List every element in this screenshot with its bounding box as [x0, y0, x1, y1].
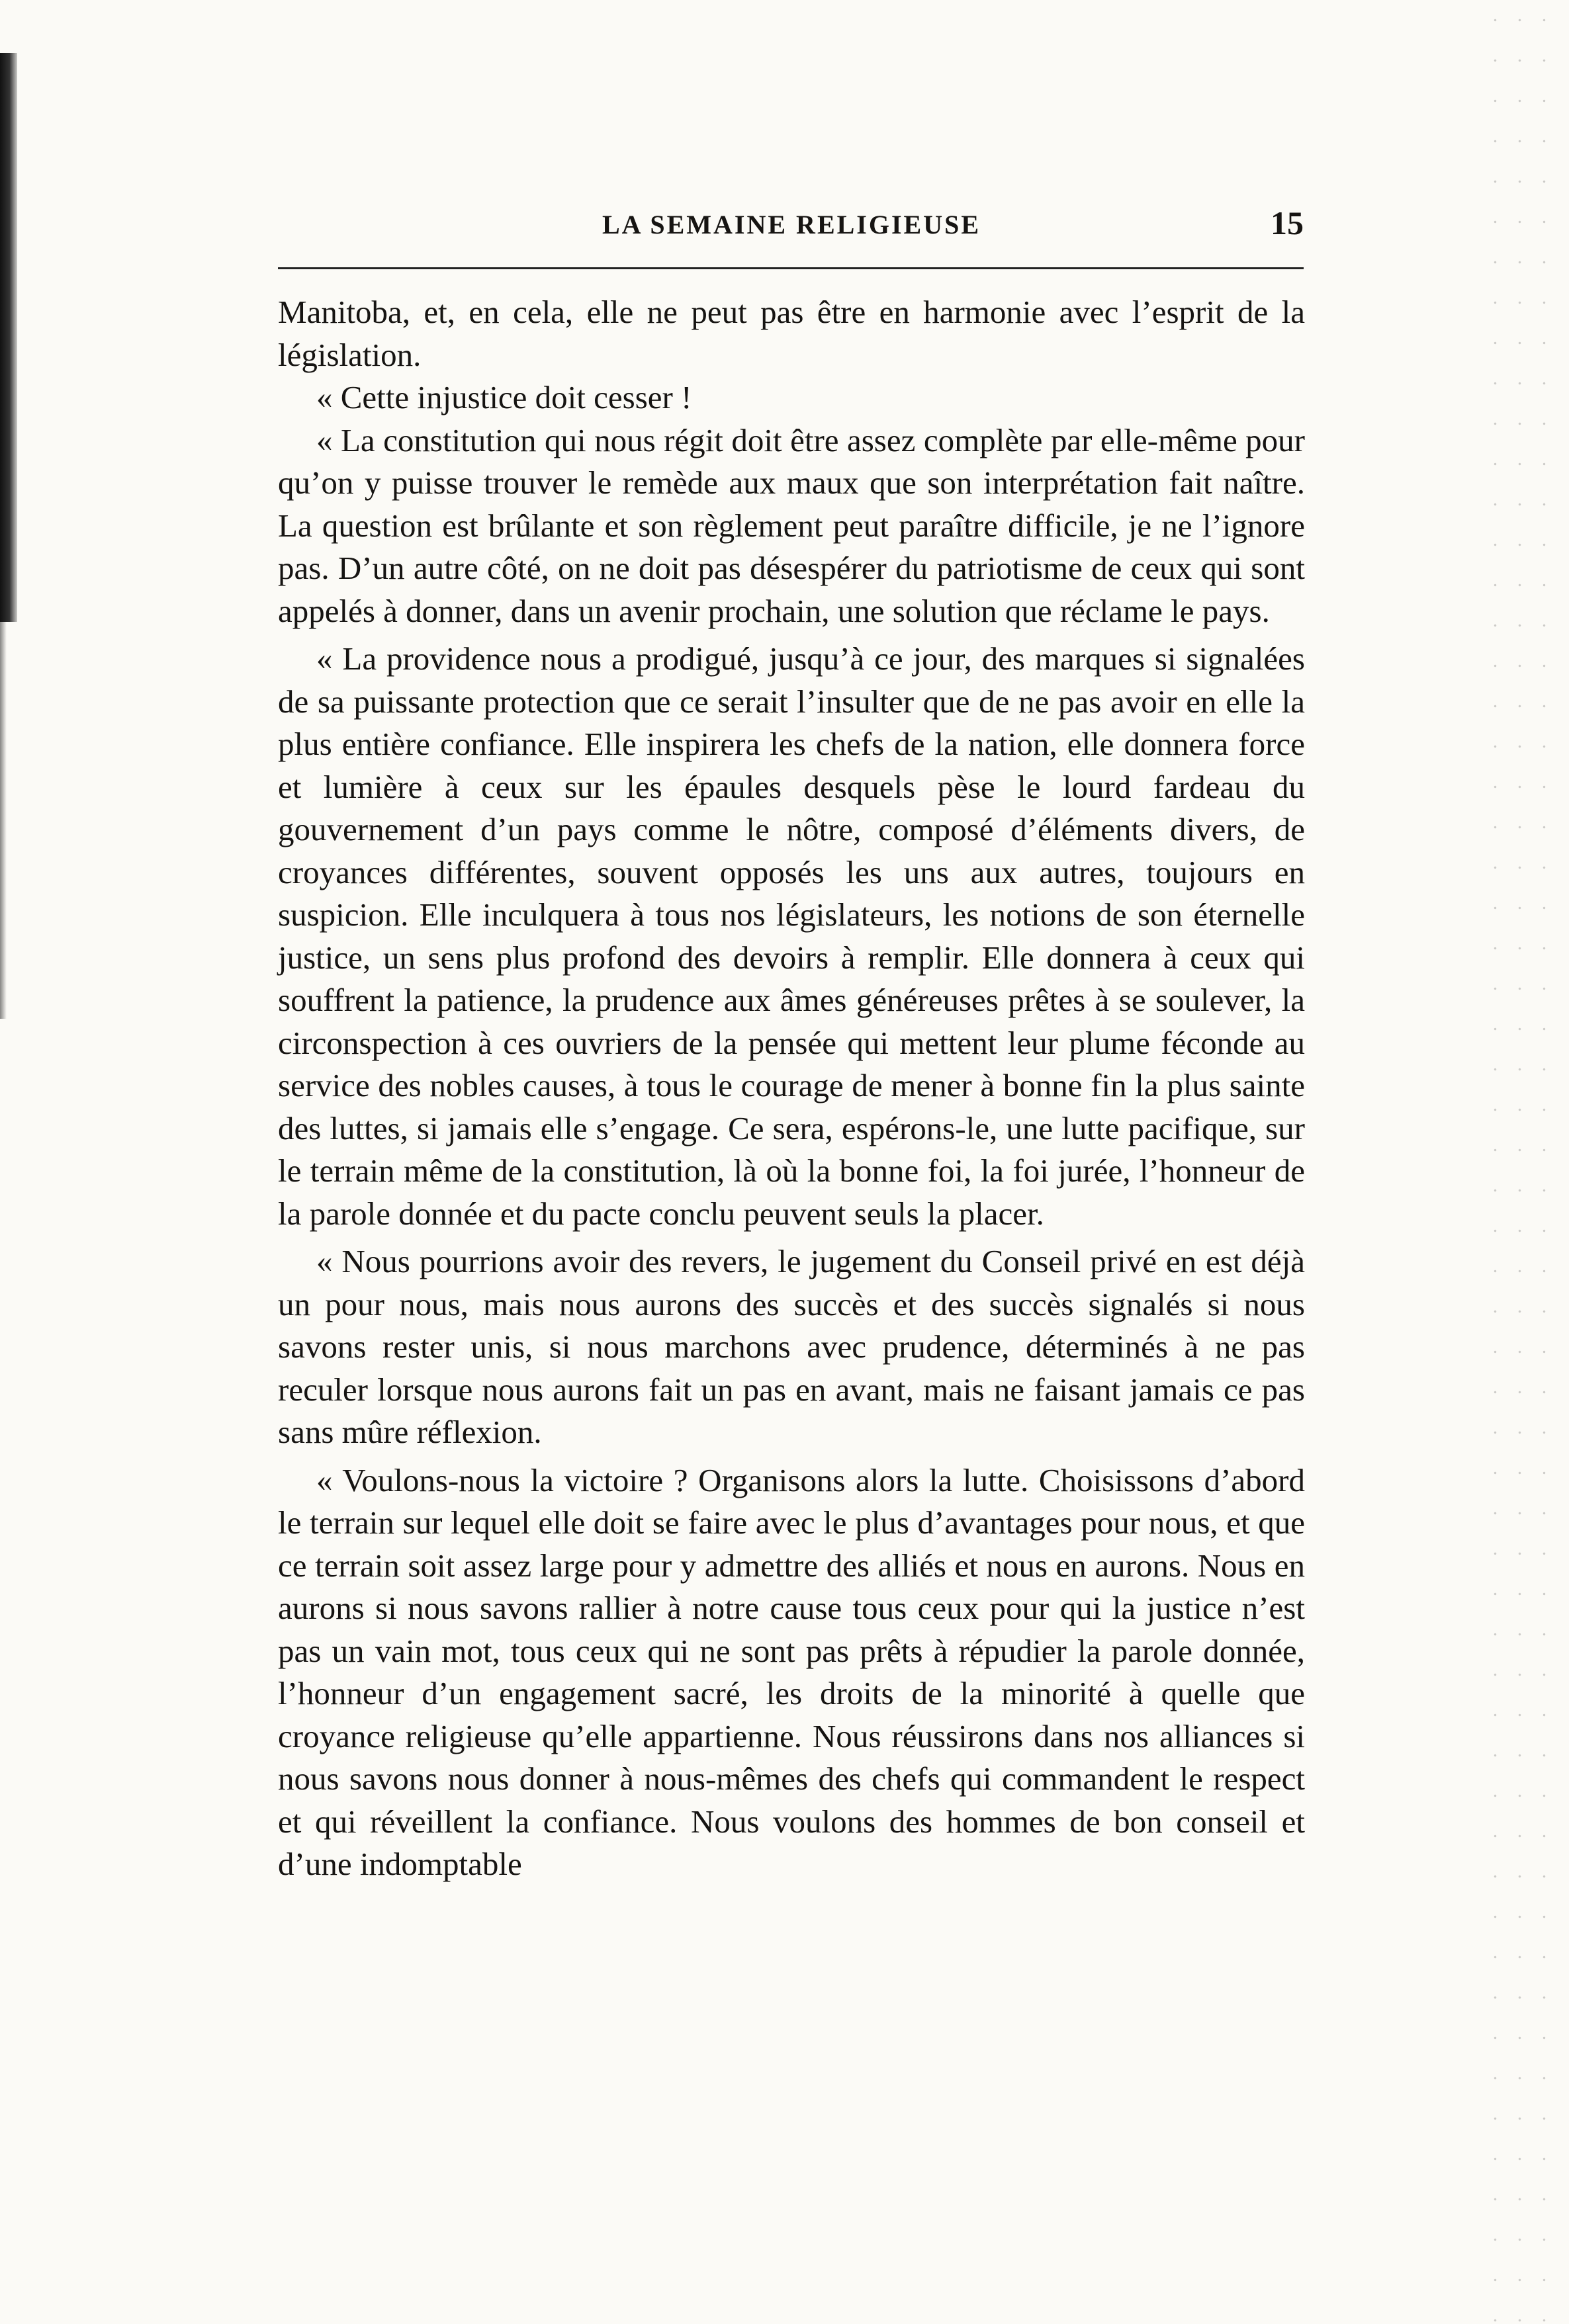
page-header: [278, 204, 1304, 262]
body-text: [278, 291, 1305, 1886]
paragraph: « Cette injustice doit cesser !: [316, 379, 692, 415]
page-binding-shadow-lower: [0, 622, 7, 1019]
running-title: LA SEMAINE RELIGIEUSE: [602, 210, 981, 239]
paragraph: « La constitution qui nous régit doit être assez complète par elle-même pour qu’on y puisse trouver le remède aux maux que son interprétation fait naître. La question est brûlante et son règlement peut paraître difficile, je ne l’ignore pas. D’un autre côté, on ne doit pas désespérer du patriotisme de ceux qui sont appelés à donner, dans un avenir prochain, une solution que réclame le pays.: [278, 421, 1305, 629]
page-binding-shadow: [0, 53, 17, 622]
scan-speckle-margin: [1483, 0, 1556, 2324]
paragraph-continuation: Manitoba, et, en cela, elle ne peut pas être en harmonie avec l’esprit de la législation.: [278, 294, 1305, 373]
paragraph: « Voulons-nous la victoire ? Organisons alors la lutte. Choisissons d’abord le terrain sur lequel elle doit se faire avec le plus d’avantages pour nous, et que ce terrain soit assez large pour y admettre des alliés et nous en aurons. Nous en aurons si nous savons rallier à notre cause tous ceux pour qui la justice n’est pas un vain mot, tous ceux qui ne sont pas prêts à répudier la parole donnée, l’honneur d’un engagement sacré, les droits de la minorité à quelle que croyance religieuse qu’elle appartienne. Nous réussirons dans nos alliances si nous savons nous donner à nous-mêmes des chefs qui commandent le respect et qui réveillent la confiance. Nous voulons des hommes de bon conseil et d’une indomptable: [278, 1461, 1305, 1882]
paragraph: « La providence nous a prodigué, jusqu’à ce jour, des marques si signalées de sa puissante protection que ce serait l’insulter que de ne pas avoir en elle la plus entière confiance. Elle inspirera les chefs de la nation, elle donnera force et lumière à ceux sur les épaules desquels pèse le lourd fardeau du gouvernement d’un pays comme le nôtre, composé d’éléments divers, de croyances différentes, souvent opposés les uns aux autres, toujours en suspicion. Elle inculquera à tous nos législateurs, les notions de son éternelle justice, un sens plus profond des devoirs à remplir. Elle donnera à ceux qui souffrent la patience, la prudence aux âmes généreuses prêtes à se soulever, la circonspection à ces ouvriers de la pensée qui mettent leur plume féconde au service des nobles causes, à tous le courage de mener à bonne fin la plus sainte des luttes, si jamais elle s’engage. Ce sera, espérons-le, une lutte pacifique, sur le terrain même de la constitution, là où la bonne foi, la foi jurée, l’honneur de la parole donnée et du pacte conclu peuvent seuls la placer.: [278, 640, 1305, 1232]
header-rule: [278, 267, 1304, 269]
page-number: 15: [1271, 204, 1304, 241]
paragraph: « Nous pourrions avoir des revers, le jugement du Conseil privé en est déjà un pour nous, mais nous aurons des succès et des succès signalés si nous savons rester unis, si nous marchons avec prudence, déterminés à ne pas reculer lorsque nous aurons fait un pas en avant, mais ne faisant jamais ce pas sans mûre réflexion.: [278, 1243, 1305, 1450]
